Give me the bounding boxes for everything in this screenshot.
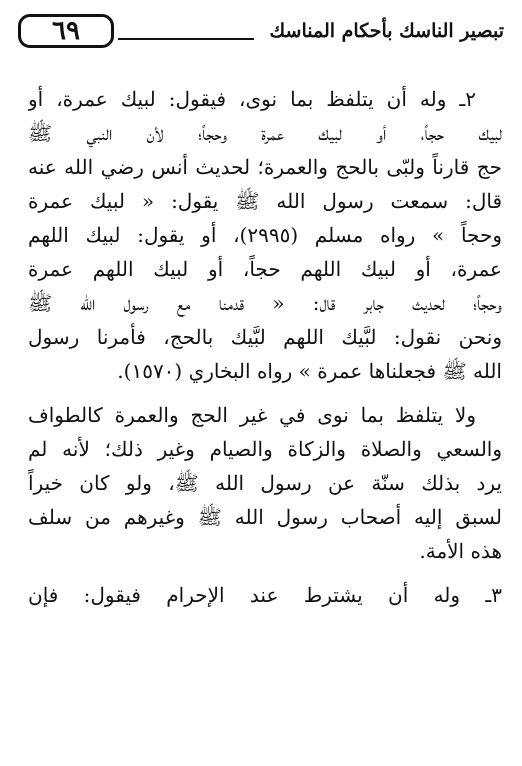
text-line: الله ﷺ فجعلناها عمرة » رواه البخاري (١٥٧٠). [117,359,502,383]
paragraph-no-utterance-other-worship [28,398,502,568]
text-line: وحجاً » رواه مسلم (٢٩٩٥)، أو يقول: لبيك اللهم [28,223,502,247]
page-header [14,10,504,52]
text-line: عمرة، أو لبيك اللهم حجاً، أو لبيك اللهم عمرة [28,257,502,281]
text-line: وحجاً؛ لحديث جابر قال: « قدمنا مع رسول الله ﷺ [28,291,502,315]
page-number-box [18,14,114,48]
text-line: ولا يتلفظ بما نوى في غير الحج والعمرة كالطواف [28,403,476,427]
text-line: قال: سمعت رسول الله ﷺ يقول: « لبيك عمرة [28,189,502,213]
text-line: ٢ـ وله أن يتلفظ بما نوى، فيقول: لبيك عمرة، أو [28,87,476,111]
paragraph-2-intention-utterance [28,82,502,388]
text-line: هذه الأمة. [419,539,502,563]
text-line: حج قارناً ولبّى بالحج والعمرة؛ لحديث أنس رضي الله عنه [28,155,502,179]
text-line: لبيك حجاً، أو لبيك عمرة وحجاً؛ لأن النبي ﷺ [28,121,502,145]
running-title: تبصير الناسك بأحكام المناسك [269,20,504,42]
text-line: لسبق إليه أصحاب رسول الله ﷺ وغيرهم من سلف [28,505,502,529]
page-body [28,82,502,612]
text-line: ٣ـ وله أن يشترط عند الإحرام فيقول: فإن [28,583,502,607]
page-number: ٦٩ [52,16,80,46]
header-rule [118,38,254,40]
paragraph-3-stipulation [28,578,502,612]
text-line: ونحن نقول: لبَّيك اللهم لبَّيك بالحج، فأمرنا رسول [28,325,502,349]
text-line: والسعي والصلاة والزكاة والصيام وغير ذلك؛ لأنه لم [28,437,502,461]
text-line: يرد بذلك سنّة عن رسول الله ﷺ، ولو كان خيراً [28,471,502,495]
